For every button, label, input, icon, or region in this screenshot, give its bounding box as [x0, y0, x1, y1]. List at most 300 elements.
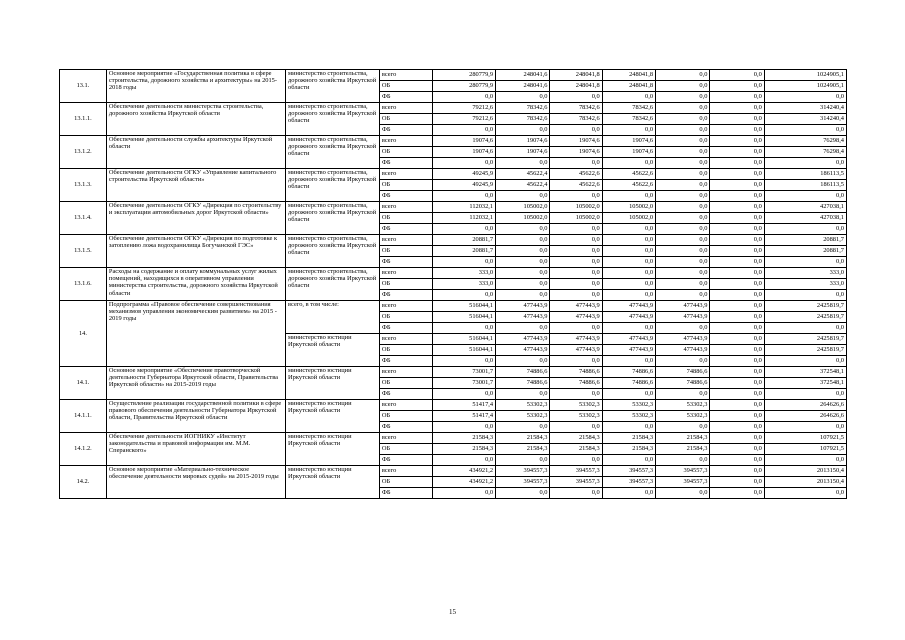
year-value: 477443,9: [550, 334, 602, 345]
item-code: 13.1.4.: [60, 202, 107, 235]
year-value: 21584,3: [496, 433, 550, 444]
year-value: 0,0: [656, 323, 710, 334]
funding-source: всего: [379, 334, 432, 345]
year-value: 19074,6: [602, 147, 655, 158]
year-value: 477443,9: [602, 334, 655, 345]
year-value: 53302,3: [496, 411, 550, 422]
item-name: Основное мероприятие «Государственная политика в сфере строительства, дорожного хозяйства и архитектуры» на 2015-2018 годы: [106, 70, 285, 103]
funding-source: ОБ: [379, 180, 432, 191]
total-value: 2013150,4: [764, 466, 846, 477]
year-value: 394557,3: [496, 466, 550, 477]
year-value: 105002,0: [496, 202, 550, 213]
item-name: Обеспечение деятельности ОГКУ «Дирекция по строительству и эксплуатации автомобильных дорог Иркутской области»: [106, 202, 285, 235]
year-value: 0,0: [602, 290, 655, 301]
year-value: 0,0: [710, 279, 764, 290]
table-row: [60, 136, 847, 147]
year-value: 21584,3: [656, 433, 710, 444]
year-value: 0,0: [550, 257, 602, 268]
year-value: 0,0: [656, 257, 710, 268]
year-value: 0,0: [656, 103, 710, 114]
year-value: 0,0: [710, 433, 764, 444]
year-value: 477443,9: [656, 301, 710, 312]
page-number: 15: [449, 608, 456, 616]
executor: министерство строительства, дорожного хозяйства Иркутской области: [286, 70, 380, 103]
year-value: 0,0: [656, 268, 710, 279]
year-value: 19074,6: [496, 147, 550, 158]
year-value: 0,0: [602, 125, 655, 136]
year-value: 477443,9: [602, 345, 655, 356]
year-value: 112032,1: [433, 202, 496, 213]
year-value: 0,0: [433, 158, 496, 169]
year-value: 105002,0: [496, 213, 550, 224]
year-value: 0,0: [496, 389, 550, 400]
funding-source: всего: [379, 136, 432, 147]
item-name: Осуществление реализации государственной политики в сфере правового обеспечения деятельности Губернатора Иркутской области, Правительства Иркутской области: [106, 400, 285, 433]
year-value: 0,0: [710, 455, 764, 466]
year-value: 105002,0: [550, 213, 602, 224]
year-value: 394557,3: [656, 477, 710, 488]
funding-source: всего: [379, 70, 432, 81]
year-value: 0,0: [710, 125, 764, 136]
year-value: 516044,1: [433, 301, 496, 312]
year-value: 19074,6: [433, 147, 496, 158]
year-value: 0,0: [550, 455, 602, 466]
funding-source: всего: [379, 400, 432, 411]
year-value: 0,0: [496, 455, 550, 466]
year-value: 0,0: [710, 136, 764, 147]
year-value: 0,0: [710, 323, 764, 334]
item-name: Основное мероприятие «Обеспечение правотворческой деятельности Губернатора Иркутской области, Правительства Иркутской области» на 2015-2019 годы: [106, 367, 285, 400]
year-value: 0,0: [602, 235, 655, 246]
year-value: 53302,3: [602, 400, 655, 411]
year-value: 394557,3: [496, 477, 550, 488]
year-value: 477443,9: [656, 334, 710, 345]
item-code: 14.1.: [60, 367, 107, 400]
funding-source: ФБ: [379, 257, 432, 268]
year-value: 0,0: [550, 323, 602, 334]
year-value: 0,0: [550, 92, 602, 103]
year-value: 248041,8: [602, 70, 655, 81]
year-value: 74886,6: [602, 367, 655, 378]
total-value: 20881,7: [764, 235, 846, 246]
year-value: 53302,3: [656, 400, 710, 411]
total-value: 372548,1: [764, 378, 846, 389]
year-value: 0,0: [656, 147, 710, 158]
total-value: 1024905,1: [764, 81, 846, 92]
total-value: 2425819,7: [764, 301, 846, 312]
funding-source: всего: [379, 103, 432, 114]
year-value: 0,0: [496, 356, 550, 367]
total-value: 0,0: [764, 257, 846, 268]
year-value: 477443,9: [496, 345, 550, 356]
year-value: 0,0: [710, 92, 764, 103]
item-code: 13.1.1.: [60, 103, 107, 136]
year-value: 0,0: [710, 257, 764, 268]
funding-source: ФБ: [379, 125, 432, 136]
year-value: 0,0: [656, 169, 710, 180]
year-value: 0,0: [710, 290, 764, 301]
year-value: 0,0: [602, 356, 655, 367]
year-value: 45622,6: [550, 169, 602, 180]
year-value: 0,0: [656, 356, 710, 367]
year-value: 0,0: [496, 268, 550, 279]
table-row: [60, 466, 847, 477]
item-name: Обеспечение деятельности ОГКУ «Дирекция по подготовке к затоплению ложа водохранилища Богучанской ГЭС»: [106, 235, 285, 268]
year-value: 0,0: [656, 202, 710, 213]
funding-source: ФБ: [379, 158, 432, 169]
year-value: 0,0: [656, 70, 710, 81]
executor: министерство юстиции Иркутской области: [286, 433, 380, 466]
year-value: 0,0: [656, 246, 710, 257]
year-value: 394557,3: [550, 477, 602, 488]
total-value: 2013150,4: [764, 477, 846, 488]
year-value: 0,0: [550, 191, 602, 202]
year-value: 0,0: [602, 323, 655, 334]
year-value: 51417,4: [433, 411, 496, 422]
total-value: 333,0: [764, 268, 846, 279]
year-value: 0,0: [433, 224, 496, 235]
total-value: 314240,4: [764, 114, 846, 125]
total-value: 372548,1: [764, 367, 846, 378]
table-row: [60, 301, 847, 312]
year-value: 78342,6: [496, 114, 550, 125]
year-value: 434921,2: [433, 466, 496, 477]
funding-source: всего: [379, 433, 432, 444]
year-value: 516044,1: [433, 312, 496, 323]
total-value: 0,0: [764, 125, 846, 136]
year-value: 0,0: [710, 378, 764, 389]
year-value: 21584,3: [496, 444, 550, 455]
year-value: 477443,9: [550, 312, 602, 323]
year-value: 0,0: [656, 224, 710, 235]
table-row: [60, 235, 847, 246]
executor: министерство строительства, дорожного хозяйства Иркутской области: [286, 169, 380, 202]
total-value: 0,0: [764, 224, 846, 235]
year-value: 53302,3: [656, 411, 710, 422]
year-value: 21584,3: [433, 433, 496, 444]
total-value: 0,0: [764, 356, 846, 367]
year-value: 0,0: [710, 191, 764, 202]
year-value: 394557,3: [602, 466, 655, 477]
total-value: 2425819,7: [764, 334, 846, 345]
year-value: 0,0: [496, 235, 550, 246]
item-name: Обеспечение деятельности службы архитектуры Иркутской области: [106, 136, 285, 169]
year-value: 0,0: [433, 191, 496, 202]
item-name: Основное мероприятие «Материально-техническое обеспечение деятельности мировых судей» на 2015-2019 годы: [106, 466, 285, 499]
item-code: 14.2.: [60, 466, 107, 499]
year-value: 516044,1: [433, 334, 496, 345]
year-value: 0,0: [602, 92, 655, 103]
total-value: 0,0: [764, 290, 846, 301]
year-value: 0,0: [710, 213, 764, 224]
year-value: 0,0: [656, 114, 710, 125]
year-value: 0,0: [496, 279, 550, 290]
year-value: 0,0: [550, 389, 602, 400]
year-value: 0,0: [602, 268, 655, 279]
year-value: 105002,0: [550, 202, 602, 213]
year-value: 0,0: [550, 290, 602, 301]
year-value: 0,0: [496, 191, 550, 202]
table-row: [60, 433, 847, 444]
table-row: [60, 367, 847, 378]
year-value: 280779,9: [433, 70, 496, 81]
year-value: 477443,9: [496, 312, 550, 323]
item-name: Расходы на содержание и оплату коммунальных услуг жилых помещений, находящихся в оперативном управлении министерства строительства, дорожного хозяйства Иркутской области: [106, 268, 285, 301]
year-value: 0,0: [656, 136, 710, 147]
year-value: 49245,9: [433, 180, 496, 191]
total-value: 0,0: [764, 422, 846, 433]
year-value: 516044,1: [433, 345, 496, 356]
year-value: 0,0: [550, 158, 602, 169]
year-value: 0,0: [602, 488, 655, 499]
funding-source: ФБ: [379, 356, 432, 367]
year-value: 0,0: [602, 158, 655, 169]
year-value: 78342,6: [602, 114, 655, 125]
total-value: 1024905,1: [764, 70, 846, 81]
year-value: 78342,6: [550, 103, 602, 114]
year-value: 0,0: [710, 103, 764, 114]
item-code: 14.: [60, 301, 107, 367]
year-value: 21584,3: [433, 444, 496, 455]
year-value: 0,0: [550, 268, 602, 279]
year-value: 0,0: [656, 389, 710, 400]
total-value: 264626,6: [764, 400, 846, 411]
year-value: 0,0: [496, 158, 550, 169]
funding-source: ФБ: [379, 92, 432, 103]
total-value: 427038,1: [764, 202, 846, 213]
year-value: 0,0: [656, 422, 710, 433]
total-value: 107921,5: [764, 444, 846, 455]
total-value: 186113,5: [764, 169, 846, 180]
funding-source: ОБ: [379, 147, 432, 158]
item-name: Обеспечение деятельности министерства строительства, дорожного хозяйства Иркутской области: [106, 103, 285, 136]
funding-source: всего: [379, 169, 432, 180]
year-value: 21584,3: [550, 444, 602, 455]
item-code: 13.1.5.: [60, 235, 107, 268]
funding-source: ФБ: [379, 455, 432, 466]
year-value: 477443,9: [656, 312, 710, 323]
year-value: 0,0: [602, 191, 655, 202]
executor: министерство юстиции Иркутской области: [286, 466, 380, 499]
year-value: 112032,1: [433, 213, 496, 224]
year-value: 0,0: [602, 246, 655, 257]
year-value: 0,0: [656, 279, 710, 290]
year-value: 0,0: [433, 455, 496, 466]
year-value: 0,0: [496, 257, 550, 268]
year-value: 19074,6: [496, 136, 550, 147]
year-value: 0,0: [496, 488, 550, 499]
year-value: 0,0: [710, 158, 764, 169]
year-value: 0,0: [710, 224, 764, 235]
year-value: 53302,3: [602, 411, 655, 422]
funding-source: ФБ: [379, 323, 432, 334]
funding-source: ОБ: [379, 312, 432, 323]
funding-source: ОБ: [379, 213, 432, 224]
year-value: 73001,7: [433, 378, 496, 389]
year-value: 0,0: [710, 147, 764, 158]
executor: министерство юстиции Иркутской области: [286, 334, 380, 367]
year-value: 19074,6: [550, 136, 602, 147]
year-value: 0,0: [433, 323, 496, 334]
year-value: 0,0: [550, 125, 602, 136]
year-value: 45622,4: [496, 169, 550, 180]
total-value: 333,0: [764, 279, 846, 290]
executor: министерство строительства, дорожного хозяйства Иркутской области: [286, 235, 380, 268]
year-value: 0,0: [496, 290, 550, 301]
year-value: 0,0: [656, 125, 710, 136]
total-value: 186113,5: [764, 180, 846, 191]
table-row: [60, 103, 847, 114]
year-value: 0,0: [433, 257, 496, 268]
year-value: 0,0: [656, 180, 710, 191]
funding-source: ОБ: [379, 279, 432, 290]
year-value: 74886,6: [602, 378, 655, 389]
executor: министерство строительства, дорожного хозяйства Иркутской области: [286, 103, 380, 136]
year-value: 0,0: [710, 312, 764, 323]
table-row: [60, 70, 847, 81]
table-row: [60, 202, 847, 213]
year-value: 394557,3: [550, 466, 602, 477]
year-value: 434921,2: [433, 477, 496, 488]
year-value: 248041,8: [550, 81, 602, 92]
year-value: 0,0: [710, 367, 764, 378]
item-code: 13.1.2.: [60, 136, 107, 169]
year-value: 74886,6: [550, 367, 602, 378]
year-value: 0,0: [496, 92, 550, 103]
year-value: 0,0: [550, 279, 602, 290]
funding-table: [59, 69, 847, 499]
year-value: 0,0: [433, 125, 496, 136]
funding-source: ОБ: [379, 345, 432, 356]
year-value: 0,0: [433, 422, 496, 433]
year-value: 477443,9: [602, 312, 655, 323]
year-value: 0,0: [656, 81, 710, 92]
year-value: 280779,9: [433, 81, 496, 92]
executor: министерство строительства, дорожного хозяйства Иркутской области: [286, 202, 380, 235]
year-value: 0,0: [656, 191, 710, 202]
year-value: 477443,9: [496, 334, 550, 345]
total-value: 0,0: [764, 455, 846, 466]
total-value: 0,0: [764, 323, 846, 334]
year-value: 53302,3: [550, 411, 602, 422]
year-value: 477443,9: [550, 301, 602, 312]
funding-source: ОБ: [379, 114, 432, 125]
total-value: 427038,1: [764, 213, 846, 224]
funding-source: ОБ: [379, 477, 432, 488]
year-value: 0,0: [550, 235, 602, 246]
executor: министерство строительства, дорожного хозяйства Иркутской области: [286, 136, 380, 169]
funding-source: ОБ: [379, 378, 432, 389]
year-value: 0,0: [602, 422, 655, 433]
funding-source: всего: [379, 301, 432, 312]
total-value: 0,0: [764, 191, 846, 202]
year-value: 20881,7: [433, 235, 496, 246]
total-value: 264626,6: [764, 411, 846, 422]
funding-source: ФБ: [379, 422, 432, 433]
year-value: 0,0: [656, 158, 710, 169]
year-value: 0,0: [710, 444, 764, 455]
year-value: 0,0: [496, 125, 550, 136]
year-value: 0,0: [433, 290, 496, 301]
year-value: 0,0: [710, 466, 764, 477]
funding-source: ОБ: [379, 81, 432, 92]
total-value: 76298,4: [764, 147, 846, 158]
item-code: 13.1.3.: [60, 169, 107, 202]
year-value: 79212,6: [433, 103, 496, 114]
funding-source: всего: [379, 235, 432, 246]
funding-source: всего: [379, 466, 432, 477]
year-value: 45622,6: [602, 180, 655, 191]
year-value: 477443,9: [496, 301, 550, 312]
year-value: 51417,4: [433, 400, 496, 411]
year-value: 0,0: [433, 389, 496, 400]
year-value: 78342,6: [550, 114, 602, 125]
year-value: 0,0: [602, 279, 655, 290]
year-value: 0,0: [710, 180, 764, 191]
year-value: 333,0: [433, 279, 496, 290]
year-value: 74886,6: [496, 367, 550, 378]
year-value: 0,0: [710, 81, 764, 92]
year-value: 0,0: [710, 422, 764, 433]
year-value: 0,0: [710, 246, 764, 257]
year-value: 19074,6: [550, 147, 602, 158]
year-value: 248041,6: [496, 81, 550, 92]
year-value: 477443,9: [656, 345, 710, 356]
year-value: 21584,3: [550, 433, 602, 444]
year-value: 0,0: [496, 323, 550, 334]
year-value: 0,0: [710, 488, 764, 499]
year-value: 0,0: [656, 92, 710, 103]
total-value: 2425819,7: [764, 345, 846, 356]
item-code: 14.1.1.: [60, 400, 107, 433]
year-value: 78342,6: [496, 103, 550, 114]
item-name: Обеспечение деятельности ИОГНИКУ «Институт законодательства и правовой информации им. М.М. Сперанского»: [106, 433, 285, 466]
funding-source: ФБ: [379, 389, 432, 400]
executor: министерство юстиции Иркутской области: [286, 400, 380, 433]
year-value: 53302,3: [496, 400, 550, 411]
table-row: [60, 169, 847, 180]
year-value: 45622,4: [496, 180, 550, 191]
year-value: 0,0: [710, 169, 764, 180]
year-value: 0,0: [602, 224, 655, 235]
total-value: 20881,7: [764, 246, 846, 257]
year-value: 74886,6: [496, 378, 550, 389]
funding-source: ФБ: [379, 290, 432, 301]
year-value: 248041,8: [550, 70, 602, 81]
executor: министерство строительства, дорожного хозяйства Иркутской области: [286, 268, 380, 301]
year-value: 79212,6: [433, 114, 496, 125]
total-value: 0,0: [764, 389, 846, 400]
total-value: 314240,4: [764, 103, 846, 114]
year-value: 248041,8: [602, 81, 655, 92]
year-value: 0,0: [656, 488, 710, 499]
year-value: 21584,3: [602, 433, 655, 444]
year-value: 0,0: [656, 213, 710, 224]
year-value: 0,0: [710, 389, 764, 400]
year-value: 0,0: [710, 235, 764, 246]
table-row: [60, 268, 847, 279]
year-value: 0,0: [550, 422, 602, 433]
item-name: Обеспечение деятельности ОГКУ «Управление капитального строительства Иркутской области»: [106, 169, 285, 202]
funding-source: ФБ: [379, 224, 432, 235]
year-value: 73001,7: [433, 367, 496, 378]
year-value: 0,0: [550, 488, 602, 499]
year-value: 477443,9: [550, 345, 602, 356]
year-value: 0,0: [550, 224, 602, 235]
year-value: 20881,7: [433, 246, 496, 257]
year-value: 0,0: [710, 400, 764, 411]
year-value: 49245,9: [433, 169, 496, 180]
